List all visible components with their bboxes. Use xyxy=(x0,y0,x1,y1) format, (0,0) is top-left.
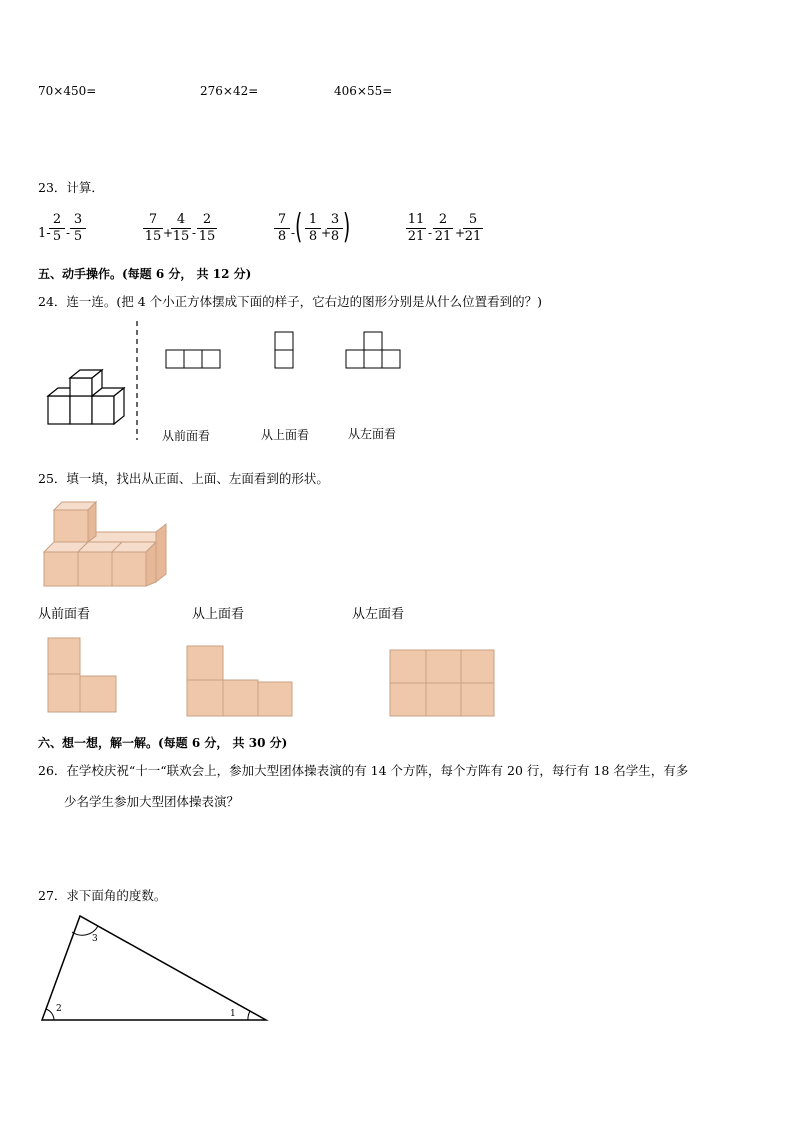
q24-label-front: 从前面看 xyxy=(162,429,211,443)
q24-cube-stack xyxy=(48,370,124,424)
q25-answer-shapes xyxy=(40,630,500,722)
q25-label-left: 从左面看 xyxy=(352,607,405,622)
angle-arc-1 xyxy=(248,1011,250,1020)
q24-title: 24．连一连。(把 4 个小正方体摆成下面的样子，它右边的图形分别是从什么位置看到的？) xyxy=(38,294,543,309)
calc-problem-2: 276×42= xyxy=(200,84,259,98)
q26-line-2: 少名学生参加大型团体操表演？ xyxy=(64,794,240,809)
q27-title: 27．求下面角的度数。 xyxy=(38,888,167,903)
section-6-heading: 六、想一想，解一解。(每题 6 分， 共 30 分) xyxy=(38,736,288,750)
q25-label-front: 从前面看 xyxy=(38,607,91,622)
angle-label-3: 3 xyxy=(92,934,98,944)
q24-view-front xyxy=(166,350,220,368)
q26-line-1: 26．在学校庆祝“十一“联欢会上，参加大型团体操表演的有 14 个方阵，每个方阵有 20 行，每行有 18 名学生，有多 xyxy=(38,763,689,778)
q24-label-top: 从上面看 xyxy=(261,428,310,442)
q24-label-left: 从左面看 xyxy=(348,427,397,441)
angle-label-1: 1 xyxy=(230,1009,236,1019)
angle-label-2: 2 xyxy=(56,1004,62,1014)
q27-triangle xyxy=(40,912,275,1027)
q25-block-figure xyxy=(40,496,175,591)
q24-view-top xyxy=(275,332,293,368)
q25-shape-top xyxy=(187,646,292,716)
q23-title: 23．计算． xyxy=(38,180,104,195)
q25-shape-left xyxy=(390,650,494,716)
section-5-heading: 五、动手操作。(每题 6 分， 共 12 分) xyxy=(38,267,252,281)
q25-shape-front xyxy=(48,638,116,712)
q25-label-top: 从上面看 xyxy=(192,607,245,622)
angle-arc-2 xyxy=(46,1009,54,1020)
q24-view-left xyxy=(346,332,400,368)
q25-title: 25．填一填，找出从正面、上面、左面看到的形状。 xyxy=(38,471,329,486)
calc-problem-1: 70×450= xyxy=(38,84,97,98)
calc-problem-3: 406×55= xyxy=(334,84,393,98)
